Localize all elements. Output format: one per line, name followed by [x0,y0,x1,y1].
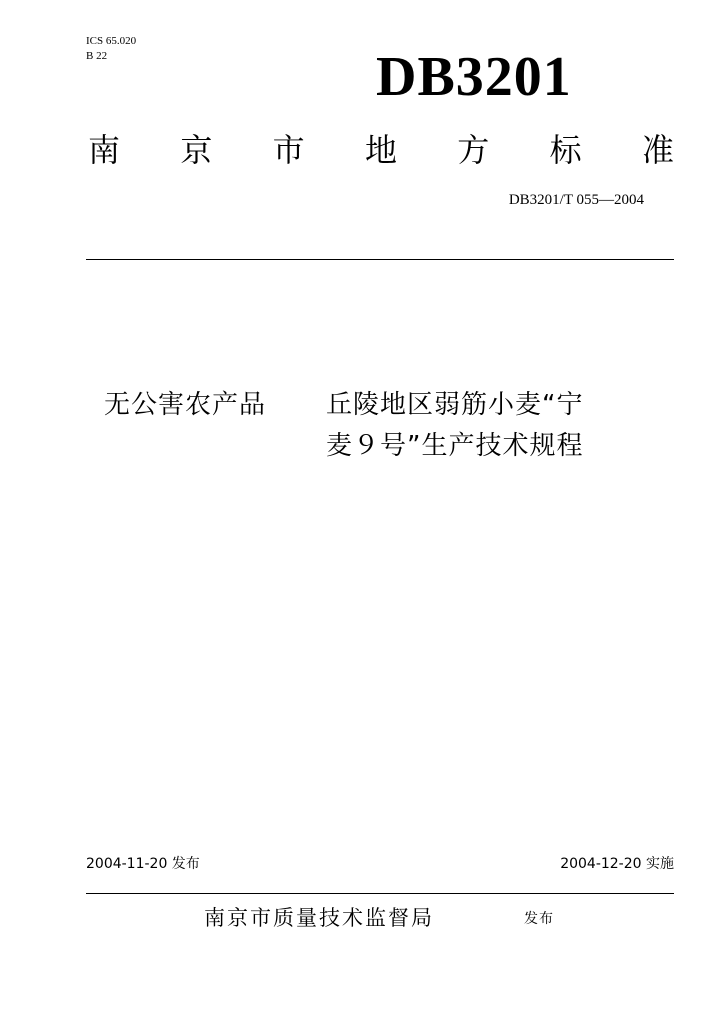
standard-type-char: 市 [272,131,305,169]
footer-divider [86,893,674,894]
standard-type-char: 准 [641,131,674,169]
ccs-code: B 22 [86,50,108,62]
standard-type-char: 方 [457,131,490,169]
publisher-suffix: 发布 [524,911,554,927]
title-line-2: 麦９号”生产技术规程 [326,431,584,461]
header-divider [86,259,674,260]
implementation-date: 2004-12-20 实施 [560,856,674,872]
standard-type-char: 地 [364,131,397,169]
standard-number: DB3201/T 055—2004 [508,192,644,208]
title-line-1: 丘陵地区弱筋小麦“宁 [326,390,584,420]
title-prefix: 无公害农产品 [104,390,267,420]
issue-date: 2004-11-20 发布 [86,856,200,872]
standard-type-char: 标 [549,131,582,169]
standard-type-char: 京 [180,131,213,169]
publisher: 南京市质量技术监督局 [204,906,434,930]
standard-type-heading [86,130,676,170]
standard-code: DB3201 [376,46,572,108]
ics-code: ICS 65.020 [86,35,137,47]
standard-type-char: 南 [87,131,120,169]
